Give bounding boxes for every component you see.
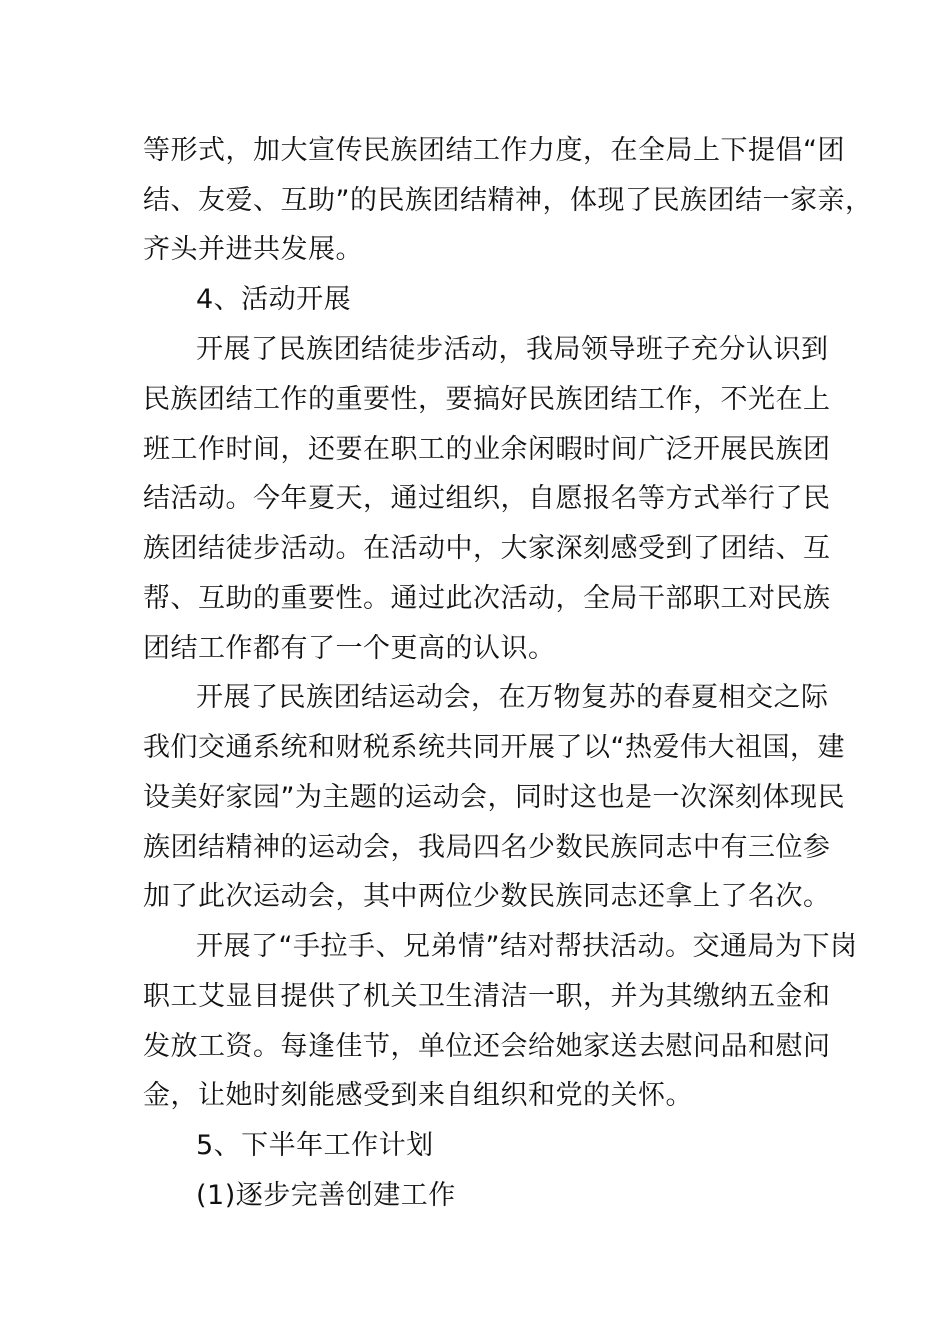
text-line: 金，让她时刻能感受到来自组织和党的关怀。 xyxy=(143,1080,693,1111)
text-line: 发放工资。每逢佳节，单位还会给她家送去慰问品和慰问 xyxy=(143,1031,831,1062)
text-line: 族团结精神的运动会，我局四名少数民族同志中有三位参 xyxy=(143,832,831,863)
text-line: 齐头并进共发展。 xyxy=(143,234,363,265)
text-line: 结、友爱、互助”的民族团结精神，体现了民族团结一家亲， xyxy=(143,185,873,216)
paragraph-first-line: 开展了民族团结徒步活动，我局领导班子充分认识到 xyxy=(196,334,829,365)
text-line: 我们交通系统和财税系统共同开展了以“热爱伟大祖国，建 xyxy=(143,732,845,763)
text-line: 民族团结工作的重要性，要搞好民族团结工作，不光在上 xyxy=(143,384,831,415)
subsection-heading: (1)逐步完善创建工作 xyxy=(196,1180,456,1211)
paragraph-first-line: 开展了民族团结运动会，在万物复苏的春夏相交之际 xyxy=(196,682,829,713)
text-line: 职工艾显目提供了机关卫生清洁一职，并为其缴纳五金和 xyxy=(143,981,831,1012)
paragraph-first-line: 开展了“手拉手、兄弟情”结对帮扶活动。交通局为下岗 xyxy=(196,931,858,962)
text-line: 结活动。今年夏天，通过组织，自愿报名等方式举行了民 xyxy=(143,483,831,514)
text-line: 加了此次运动会，其中两位少数民族同志还拿上了名次。 xyxy=(143,881,831,912)
text-line: 设美好家园”为主题的运动会，同时这也是一次深刻体现民 xyxy=(143,782,845,813)
text-line: 班工作时间，还要在职工的业余闲暇时间广泛开展民族团 xyxy=(143,434,831,465)
text-line: 团结工作都有了一个更高的认识。 xyxy=(143,633,556,664)
section-heading: 5、下半年工作计划 xyxy=(196,1130,434,1161)
text-line: 帮、互助的重要性。通过此次活动，全局干部职工对民族 xyxy=(143,583,831,614)
text-line: 等形式，加大宣传民族团结工作力度，在全局上下提倡“团 xyxy=(143,135,845,166)
text-line: 族团结徒步活动。在活动中，大家深刻感受到了团结、互 xyxy=(143,533,831,564)
section-heading: 4、活动开展 xyxy=(196,284,352,315)
